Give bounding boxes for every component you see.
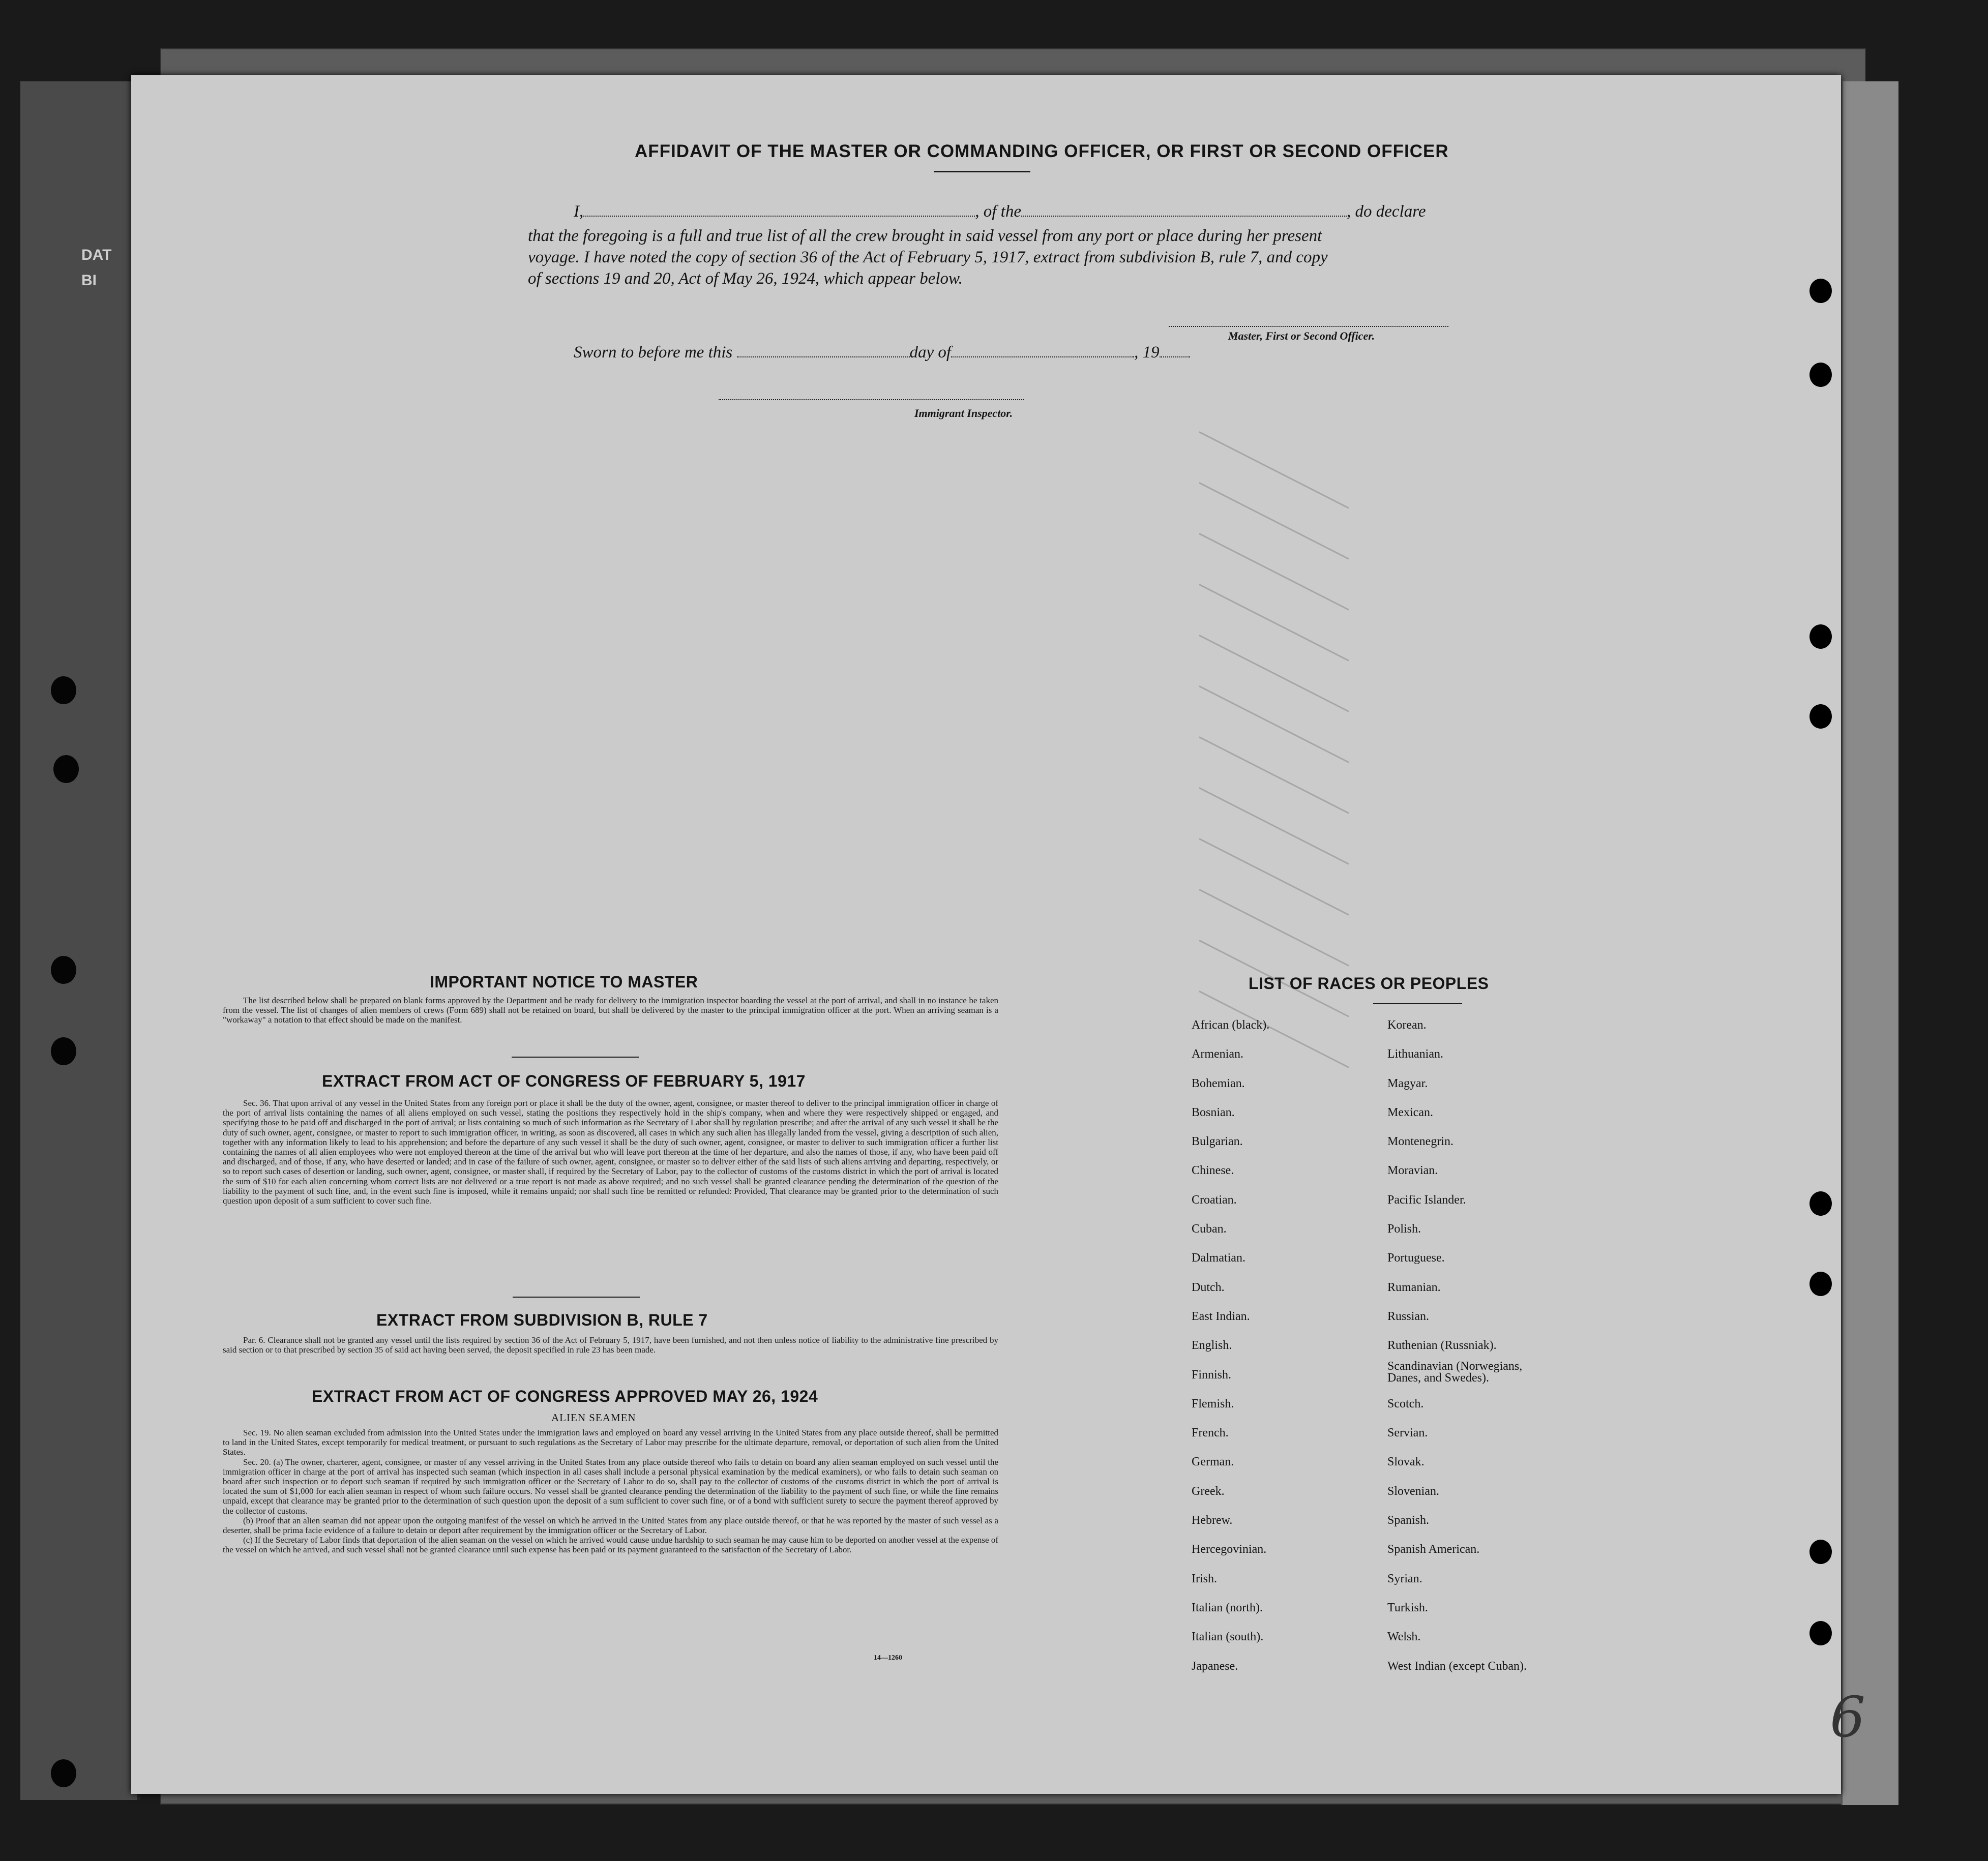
race-item: Dutch. — [1192, 1280, 1225, 1294]
race-item: Mexican. — [1387, 1105, 1433, 1119]
sworn-line — [574, 343, 1190, 362]
race-item: Pacific Islander. — [1387, 1193, 1466, 1207]
sec-20c-paragraph: (c) If the Secretary of Labor finds that deportation of the alien seaman on the vessel on which he arrived would cause undue hardship to such seaman he may cause him to be deported on another vessel at the expense of the vessel on which he arrived, and such vessel shall not be granted clearance until such expense has been paid or its payment guaranteed to the satisfaction of the Secretary of Labor. — [223, 1535, 998, 1555]
race-item: Bulgarian. — [1192, 1135, 1243, 1149]
races-rule — [1373, 1003, 1462, 1004]
race-item: Croatian. — [1192, 1193, 1237, 1207]
decl-of-the: , of the — [975, 202, 1021, 221]
manifest-page — [131, 75, 1865, 1794]
race-item: Spanish. — [1387, 1514, 1430, 1527]
declaration-line-4: of sections 19 and 20, Act of May 26, 1924, which appear below. — [528, 269, 963, 288]
bleed-through-mark — [1199, 482, 1349, 559]
race-item: Syrian. — [1387, 1572, 1422, 1585]
sec-19-paragraph: Sec. 19. No alien seaman excluded from admission into the United States under the immigration laws and employed on board any vessel arriving in the United States from any place outside thereof, shall be permitted to land in the United States, except temporarily for medical treatment, or pursuant to such regulations as the Secretary of Labor may prescribe for the ultimate departure, removal, or deportation of such alien from the United States. — [223, 1428, 998, 1457]
race-item: Italian (south). — [1192, 1630, 1264, 1644]
margin-label-1: DAT — [81, 247, 112, 263]
left-binding-strip — [20, 81, 140, 1800]
vessel-blank — [1021, 203, 1347, 217]
signature-line — [1169, 326, 1448, 327]
extract-1917-text — [223, 1098, 998, 1206]
extract-rule7-text — [223, 1335, 998, 1355]
extract-1924-text — [223, 1428, 998, 1555]
section-rule — [512, 1057, 639, 1058]
sec-20b-paragraph: (b) Proof that an alien seaman did not appear upon the outgoing manifest of the vessel on which he arrived in the United States from any place outside thereof, or that he was reported by the master of such vessel as a deserter, shall be prima facie evidence of a failure to detain or deport after requirement by the immigration officer or the Secretary of Labor. — [223, 1515, 998, 1536]
bleed-through-mark — [1199, 838, 1349, 915]
affidavit-title: AFFIDAVIT OF THE MASTER OR COMMANDING OFFICER, OR FIRST OR SECOND OFFICER — [635, 141, 1449, 161]
bleed-through-mark — [1199, 736, 1349, 814]
race-item: Irish. — [1192, 1572, 1217, 1585]
decl-do-declare: , do declare — [1346, 202, 1426, 221]
punch-hole — [1809, 279, 1832, 303]
race-item: Slovenian. — [1387, 1484, 1439, 1498]
binding-hole — [53, 755, 79, 783]
bleed-through-mark — [1199, 431, 1349, 508]
race-item: West Indian (except Cuban). — [1387, 1659, 1527, 1673]
section-rule — [513, 1297, 640, 1298]
month-blank — [951, 344, 1134, 357]
bleed-through-mark — [1199, 787, 1349, 864]
extract-1924-title: EXTRACT FROM ACT OF CONGRESS APPROVED MAY 26, 1924 — [312, 1387, 818, 1405]
race-item: Rumanian. — [1387, 1280, 1441, 1294]
race-item: Ruthenian (Russniak). — [1387, 1339, 1497, 1353]
race-item: German. — [1192, 1455, 1234, 1469]
race-item: Korean. — [1387, 1018, 1427, 1032]
race-item: Finnish. — [1192, 1368, 1232, 1382]
binding-hole — [51, 1759, 76, 1787]
punch-hole — [1809, 1621, 1832, 1645]
race-item: Flemish. — [1192, 1397, 1234, 1410]
bleed-through-mark — [1199, 685, 1349, 763]
race-item: Servian. — [1387, 1426, 1428, 1440]
declaration-line-1 — [574, 202, 1426, 221]
extract-rule7-title: EXTRACT FROM SUBDIVISION B, RULE 7 — [376, 1311, 708, 1329]
race-item: Bosnian. — [1192, 1105, 1235, 1119]
punch-hole — [1809, 1191, 1832, 1216]
race-item: Moravian. — [1387, 1164, 1438, 1178]
race-item: African (black). — [1192, 1018, 1270, 1032]
race-item: Chinese. — [1192, 1164, 1234, 1178]
sec-36-paragraph: Sec. 36. That upon arrival of any vessel in the United States from any foreign port or place it shall be the duty of the owner, agent, consignee, or master thereof to deliver to the principal immigration officer in charge of the port of arrival lists containing the names of all aliens employed on such vessel, stating the positions they respectively hold in the ship's company, when and where they were respectively shipped or engaged, and specifying those to be paid off and discharged in the port of arrival; or lists containing so much of such information as the Secretary of Labor shall by regulation prescribe; and after the arrival of any such vessel it shall be the duty of such owner, agent, consignee, or master to report to such immigration officer, in writing, as soon as discovered, all cases in which any such alien has illegally landed from the vessel, giving a description of such alien, together with any information likely to lead to his apprehension; and before the departure of any such vessel it shall be the duty of such owner, agent, consignee, or master to deliver to such immigration officer a further list containing the names of all alien employees who were not employed thereon at the time of the arrival but who will leave port thereon at the time of her departure, and also the names of those, if any, who have been paid off and discharged, and of those, if any, who have deserted or landed; and in case of the failure of such owner, agent, consignee, or master so to deliver either of the said lists of such aliens arriving and departing, respectively, or so to report such cases of desertion or landing, such owner, agent, consignee, or master shall, if required by the Secretary of Labor, pay to the collector of customs of the customs district in which the port of arrival is located the sum of $10 for each alien concerning whom correct lists are not delivered or a true report is not made as above required; and no such vessel shall be granted clearance pending the determination of the question of the liability to the payment of such fine, and, in the event such fine is imposed, while it remains unpaid; nor shall such fine be remitted or refunded: Provided, That clearance may be granted prior to the determination of such question upon deposit of a sum sufficient to cover such fine. — [223, 1098, 998, 1206]
race-item: Magyar. — [1387, 1076, 1428, 1090]
extract-1917-title: EXTRACT FROM ACT OF CONGRESS OF FEBRUARY 5, 1917 — [322, 1072, 806, 1090]
race-item: Portuguese. — [1387, 1251, 1445, 1265]
punch-hole — [1809, 363, 1832, 387]
margin-label-2: BI — [81, 272, 97, 289]
sec-20a-paragraph: Sec. 20. (a) The owner, charterer, agent, consignee, or master of any vessel arriving in the United States from any place outside thereof who fails to detain on board any alien seaman employed on such vessel until the immigration officer in charge at the port of arrival has inspected such seaman (which inspection in all cases shall include a personal physical examination by the medical examiners), or who fails to detain such seaman on board after such inspection or to deport such seaman if required by such immigration officer or the Secretary of Labor to do so, shall pay to the collector of customs of the customs district in which the port of arrival is located the sum of $1,000 for each alien seaman in respect of whom such failure occurs. No vessel shall be granted clearance pending the determination of the liability to the payment of such fine, or while the fine remains unpaid, except that clearance may be granted prior to the determination of such question upon the deposit of a sum sufficient to cover such fine, or of a bond with sufficient surety to secure the payment thereof approved by the collector of customs. — [223, 1457, 998, 1516]
binding-hole — [51, 676, 76, 704]
notice-text — [223, 996, 998, 1025]
inspector-line — [719, 399, 1024, 400]
races-title: LIST OF RACES OR PEOPLES — [1249, 974, 1489, 993]
right-page-edges — [1841, 81, 1898, 1805]
bleed-through-mark — [1199, 533, 1349, 610]
punch-hole — [1809, 1540, 1832, 1564]
race-item: Japanese. — [1192, 1659, 1238, 1673]
race-item: Greek. — [1192, 1484, 1225, 1498]
race-item: East Indian. — [1192, 1309, 1250, 1323]
race-item: Scandinavian (Norwegians, Danes, and Swedes). — [1387, 1359, 1523, 1385]
races-right-column — [1387, 1011, 1555, 1681]
declaration-line-2: that the foregoing is a full and true list of all the crew brought in said vessel from any port or place during her present — [528, 227, 1322, 245]
alien-seamen-subtitle: ALIEN SEAMEN — [551, 1412, 636, 1424]
punch-hole — [1809, 1272, 1832, 1296]
form-number: 14—1260 — [874, 1654, 902, 1662]
handwritten-page-number: 6 — [1830, 1685, 1865, 1750]
race-item: Russian. — [1387, 1309, 1430, 1323]
bleed-through-mark — [1199, 635, 1349, 712]
race-item: Cuban. — [1192, 1222, 1227, 1236]
name-blank — [583, 203, 975, 217]
race-item: Welsh. — [1387, 1630, 1421, 1644]
day-blank — [737, 344, 910, 357]
race-item: French. — [1192, 1426, 1229, 1440]
year-blank — [1160, 344, 1190, 357]
race-item: Bohemian. — [1192, 1076, 1245, 1090]
race-item: Scotch. — [1387, 1397, 1424, 1410]
notice-title: IMPORTANT NOTICE TO MASTER — [430, 973, 698, 991]
notice-paragraph: The list described below shall be prepared on blank forms approved by the Department and be ready for delivery to the immigration inspector boarding the vessel at the port of arrival, and shall in no instance be taken from the vessel. The list of changes of alien members of crews (Form 689) shall not be retained on board, but shall be delivered by the master to the principal immigration officer at the port. When an arriving seaman is a "workaway" a notation to that effect should be made on the manifest. — [223, 996, 998, 1025]
declaration-line-3: voyage. I have noted the copy of section 36 of the Act of February 5, 1917, extract from subdivision B, rule 7, and copy — [528, 248, 1328, 266]
race-item: Polish. — [1387, 1222, 1421, 1236]
binding-hole — [51, 1037, 76, 1065]
punch-hole — [1809, 624, 1832, 649]
bleed-through-mark — [1199, 584, 1349, 661]
race-item: Montenegrin. — [1387, 1135, 1453, 1149]
signature-caption: Master, First or Second Officer. — [1228, 329, 1375, 342]
race-item: Hercegovinian. — [1192, 1543, 1267, 1556]
decl-i: I, — [574, 202, 584, 221]
race-item: Armenian. — [1192, 1047, 1243, 1061]
race-item: Slovak. — [1387, 1455, 1425, 1469]
sworn-year: , 19 — [1134, 343, 1160, 362]
sworn-text: Sworn to before me this — [574, 343, 733, 362]
sworn-day-of: day of — [909, 343, 952, 362]
races-left-column — [1192, 1011, 1269, 1681]
punch-hole — [1809, 704, 1832, 729]
par-6-paragraph: Par. 6. Clearance shall not be granted any vessel until the lists required by section 36 of the Act of February 5, 1917, have been furnished, and not then unless notice of liability to the administrative fine prescribed by said section or to that prescribed by section 35 of said act having been served, the deposit specified in rule 23 has been made. — [223, 1335, 998, 1355]
race-item: Spanish American. — [1387, 1543, 1480, 1556]
race-item: Italian (north). — [1192, 1601, 1263, 1614]
race-item: English. — [1192, 1339, 1232, 1353]
race-item: Lithuanian. — [1387, 1047, 1443, 1061]
binding-hole — [51, 956, 76, 984]
title-rule — [934, 171, 1030, 172]
inspector-caption: Immigrant Inspector. — [914, 407, 1013, 419]
race-item: Dalmatian. — [1192, 1251, 1245, 1265]
race-item: Turkish. — [1387, 1601, 1428, 1614]
race-item: Hebrew. — [1192, 1514, 1233, 1527]
bleed-through-mark — [1199, 889, 1349, 966]
